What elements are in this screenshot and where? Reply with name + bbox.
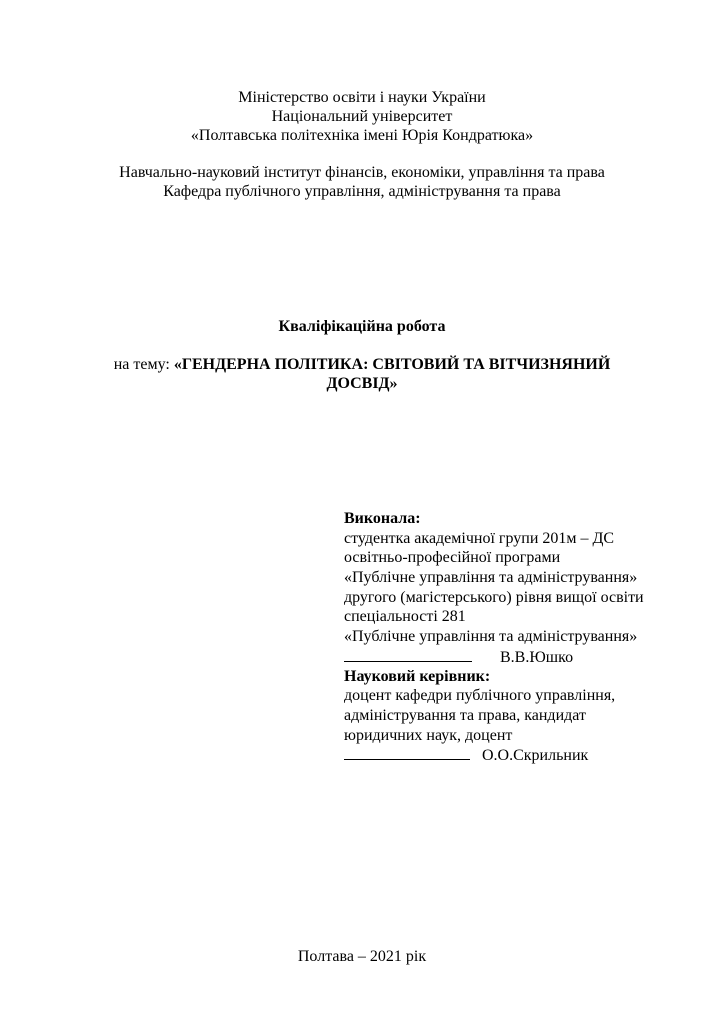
supervisor-line: доцент кафедри публічного управління,	[344, 687, 616, 705]
author-line: студентка академічної групи 201м – ДС	[344, 529, 615, 547]
author-heading: Виконала:	[344, 510, 421, 527]
author-line: «Публічне управління та адміністрування»	[344, 569, 638, 587]
work-type-title: Кваліфікаційна робота	[278, 318, 446, 335]
city-year: Полтава – 2021 рік	[297, 948, 427, 965]
topic-text-1: «ГЕНДЕРНА ПОЛІТИКА: СВІТОВИЙ ТА ВІТЧИЗНЯНИЙ	[173, 356, 611, 373]
supervisor-signature-line	[344, 745, 470, 760]
author-line: освітньо-професійної програми	[344, 549, 561, 567]
university-name-line: «Полтавська політехніка імені Юрія Кондратюка»	[190, 127, 534, 144]
topic-line-1	[0, 355, 724, 374]
supervisor-line: адміністрування та права, кандидат	[344, 706, 586, 724]
author-line: «Публічне управління та адміністрування»	[344, 628, 638, 646]
author-block	[344, 509, 714, 765]
supervisor-signature-name: О.О.Скрильник	[482, 747, 589, 765]
supervisor-line: юридичних наук, доцент	[344, 726, 513, 744]
topic-line-2: ДОСВІД»	[326, 375, 398, 392]
topic-prefix: на тему:	[113, 356, 174, 373]
institute-line: Навчально-науковий інститут фінансів, економіки, управління та права	[119, 164, 605, 181]
author-signature-line	[344, 647, 472, 662]
author-signature-name: В.В.Юшко	[500, 648, 574, 666]
ministry-line: Міністерство освіти і науки України	[238, 89, 486, 106]
author-signature-row	[344, 647, 714, 667]
department-line: Кафедра публічного управління, адміністрування та права	[163, 183, 561, 200]
author-line: другого (магістерського) рівня вищої освіти	[344, 588, 644, 606]
supervisor-heading: Науковий керівник:	[344, 667, 491, 685]
supervisor-signature-row	[344, 745, 714, 765]
author-line: спеціальності 281	[344, 608, 466, 626]
university-line: Національний університет	[271, 108, 453, 125]
